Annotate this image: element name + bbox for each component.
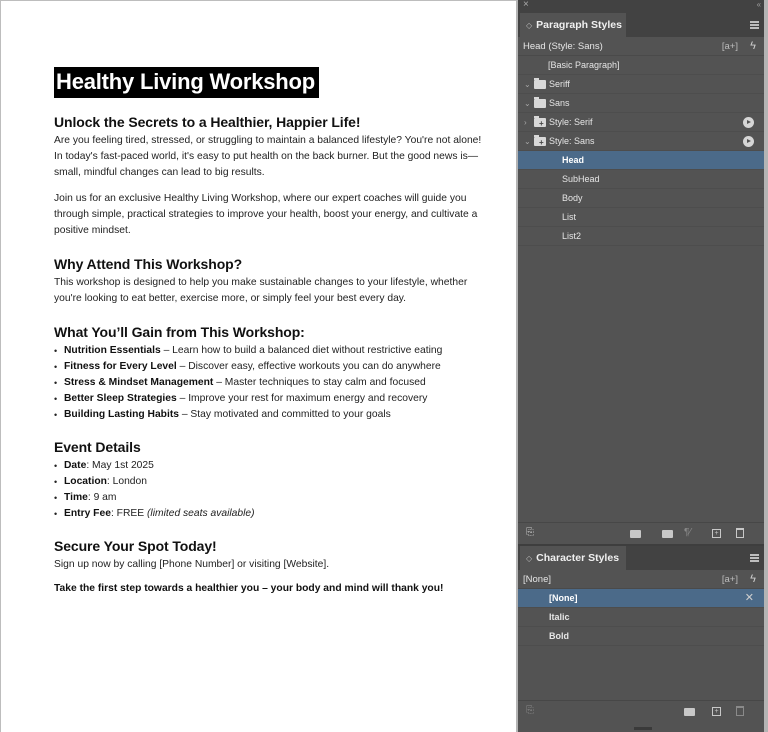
tab-paragraph-styles[interactable]: ◇ Paragraph Styles [520,13,626,37]
group-sans[interactable]: ⌄ Sans [518,94,764,113]
style-list2[interactable]: List2 [518,227,764,246]
group-style-sans[interactable]: ⌄ + Style: Sans [518,132,764,151]
heading-unlock: Unlock the Secrets to a Healthier, Happier Life! [54,114,361,130]
character-styles-footer [518,700,764,722]
group-seriff[interactable]: ⌄ Seriff [518,75,764,94]
style-list[interactable]: List [518,208,764,227]
chevron-down-icon[interactable]: ⌄ [524,99,531,108]
load-styles-icon[interactable]: ⎘ [526,527,534,538]
chevron-right-icon[interactable]: › [524,118,527,127]
paragraph-intro: Are you feeling tired, stressed, or struggling to maintain a balanced lifestyle? You're not alone! In today's fast-paced world, it's easy to put health on the back burner. But the good news is—small, mindful changes can lead to big results. [54,135,482,178]
updown-icon: ◇ [526,21,533,30]
new-style-from-selection-icon[interactable]: [a+] [721,41,738,52]
list-item: • Time: 9 am [54,490,484,506]
list-item: • Building Lasting Habits – Stay motivated and committed to your goals [54,407,484,423]
delete-style-icon[interactable] [736,706,744,716]
resize-grip[interactable] [634,727,652,730]
current-character-style: [None] [a+] ϟ [518,570,764,589]
document-title: Healthy Living Workshop [54,67,319,98]
list-item: • Date: May 1st 2025 [54,458,484,474]
paragraph-why: This workshop is designed to help you make sustainable changes to your lifestyle, whether you're looking to eat better, exercise more, or simply feel your best every day. [54,277,468,304]
clear-overrides-icon[interactable]: ¶⁄ [684,527,692,538]
close-icon[interactable]: × [523,0,529,10]
load-styles-icon[interactable]: ⎘ [526,705,534,716]
list-item: • Location: London [54,474,484,490]
new-style-icon[interactable]: + [712,707,721,716]
play-icon[interactable] [743,117,754,128]
quick-apply-icon[interactable]: ϟ [750,573,756,585]
char-style-bold[interactable]: Bold [518,627,764,646]
list-item: • Stress & Mindset Management – Master techniques to stay calm and focused [54,375,484,391]
collapse-icon[interactable]: ‹‹ [756,0,760,9]
character-styles-tabbar [518,546,764,570]
list-item: • Nutrition Essentials – Learn how to build a balanced diet without restrictive eating [54,343,484,359]
play-icon[interactable] [743,136,754,147]
heading-why: Why Attend This Workshop? [54,256,243,272]
dock-header [518,0,764,13]
paragraph-style-list [518,56,764,246]
list-item: • Better Sleep Strategies – Improve your rest for maximum energy and recovery [54,391,484,407]
text-frame[interactable] [54,67,484,594]
lock-cross-icon: ✕ [744,592,754,604]
new-style-icon[interactable]: + [712,529,721,538]
char-style-italic[interactable]: Italic [518,608,764,627]
gain-list [54,343,484,423]
folder-icon [534,99,546,108]
new-folder-icon[interactable] [684,708,695,716]
panel-dock [516,0,768,732]
paragraph-signup: Sign up now by calling [Phone Number] or visiting [Website]. [54,559,330,570]
updown-icon: ◇ [526,554,533,563]
style-head[interactable]: Head [518,151,764,170]
style-subhead[interactable]: SubHead [518,170,764,189]
current-paragraph-style: Head (Style: Sans) [a+] ϟ [518,37,764,56]
folder-icon [534,80,546,89]
event-list [54,458,484,522]
character-styles-body [518,570,764,646]
heading-gain: What You’ll Gain from This Workshop: [54,324,305,340]
new-style-from-selection-icon[interactable]: [a+] [721,574,738,585]
list-item: • Entry Fee: FREE (limited seats available) [54,506,484,522]
quick-apply-icon[interactable]: ϟ [750,40,756,52]
style-basic-paragraph[interactable]: [Basic Paragraph] [518,56,764,75]
heading-secure: Secure Your Spot Today! [54,538,217,554]
style-group-icon [534,137,546,146]
tab-character-styles[interactable]: ◇ Character Styles [520,546,626,570]
paragraph-styles-tabbar [518,13,764,37]
group-style-serif[interactable]: › + Style: Serif [518,113,764,132]
style-group-icon [534,118,546,127]
char-style-none[interactable]: [None] ✕ [518,589,764,608]
paragraph-join: Join us for an exclusive Healthy Living Workshop, where our expert coaches will guide you through simple, practical strategies to improve your health, boost your energy, and cultivate a positive mindset. [54,193,478,236]
heading-event: Event Details [54,439,141,455]
new-folder-icon[interactable] [662,530,673,538]
call-to-action: Take the first step towards a healthier you – your body and mind will thank you! [54,583,444,594]
chevron-down-icon[interactable]: ⌄ [524,80,531,89]
new-style-group-icon[interactable] [630,530,641,538]
list-item: • Fitness for Every Level – Discover easy, effective workouts you can do anywhere [54,359,484,375]
chevron-down-icon[interactable]: ⌄ [524,137,531,146]
style-body[interactable]: Body [518,189,764,208]
paragraph-styles-footer [518,522,764,544]
panel-dock-inner [518,0,764,732]
panel-menu-icon[interactable] [750,21,759,29]
panel-menu-icon[interactable] [750,554,759,562]
delete-style-icon[interactable] [736,528,744,538]
